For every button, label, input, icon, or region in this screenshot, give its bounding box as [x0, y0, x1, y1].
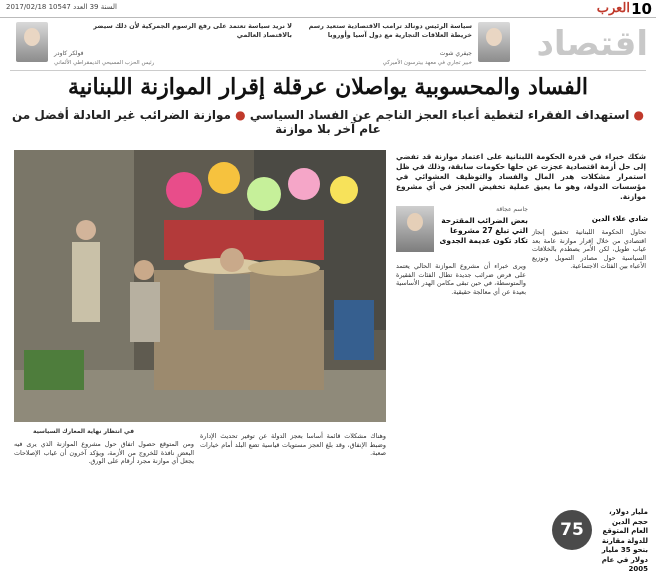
masthead-bar [0, 0, 656, 18]
pull-quote-box [396, 206, 528, 258]
pull-quote-byline: جاسم عجاقة [496, 206, 528, 213]
article-column-bottom-left: ومن المتوقع حصول اتفاق حول مشروع الموازنة الذي يرى فيه البعض نافذة للخروج من الأزمة، ويؤكد آخرون أن غياب الإصلاحات يجعل أي موازنة مجرد أرقام على الورق. [14, 440, 194, 466]
article-column-middle: ويرى خبراء أن مشروع الموازنة الحالي يعتمد على فرض ضرائب جديدة تطال الفئات الفقيرة والمتوسطة، في حين تبقى مكامن الهدر الأساسية بعيدة عن أي معالجة حقيقية. [396, 262, 526, 296]
teaser-quote-text: لا نريد سياسة تعتمد على رفع الرسوم الجمركية لأن ذلك سيضر بالاقتصاد العالمي [93, 22, 292, 39]
portrait-photo [16, 22, 48, 62]
section-title: اقتصاد [536, 24, 648, 64]
article-column-right: تحاول الحكومة اللبنانية تحقيق إنجاز اقتصادي من خلال إقرار موازنة عامة بعد غياب طويل، لكن الأمر يصطدم بالخلافات السياسية حول مصادر التمويل وتوزيع الأعباء بين الفئات الاجتماعية. [532, 228, 646, 271]
article-photo [14, 150, 386, 422]
issue-info: السنة 39 العدد 10547 2017/02/18 [6, 3, 117, 11]
portrait-photo [396, 206, 434, 252]
teaser-name: جيفري شوت [439, 50, 472, 57]
teaser-quote-2 [12, 20, 292, 70]
portrait-photo [478, 22, 510, 62]
teaser-role: خبير تجاري في معهد بيترسون الأميركي [382, 60, 472, 66]
article-column-bottom-mid: وهناك مشكلات قائمة أساسا بعجز الدولة عن توفير تحديث الإدارة وضبط الإنفاق، وقد بلغ العجز مستويات قياسية تضع البلد أمام خيارات صعبة. [200, 432, 386, 458]
stat-text: مليار دولار، حجم الدين العام المتوقع للدولة مقارنة بنحو 35 مليار دولار في عام 2005 [601, 508, 648, 573]
teaser-role: رئيس الحزب المسيحي الديمقراطي الألماني [54, 60, 155, 66]
brand-logo: العرب [596, 1, 630, 16]
teaser-quote-1 [300, 20, 510, 70]
bullet-icon: ● [235, 108, 246, 122]
intro-text: شكك خبراء في قدرة الحكومة اللبنانية على اعتماد موازنة قد تفضي إلى حل أزمة اقتصادية عجزت عن حلها حكومات سابقة، وذلك في ظل استمرار مشكلات هدر المال والفساد والتوظيف العشوائي في مؤسسات الدولة، وهو ما يعيق عملية تخفيض العجز في أي مشروع موازنة. [396, 152, 646, 201]
teaser-quote-text: سياسة الرئيس دونالد ترامب الاقتصادية ستعيد رسم خريطة العلاقات التجارية مع دول آسيا وأوروبا [308, 22, 472, 39]
headline: الفساد والمحسوبية يواصلان عرقلة إقرار الموازنة اللبنانية [67, 74, 589, 100]
divider [10, 70, 646, 71]
stat-number: 75 [552, 510, 592, 550]
pull-quote-text: بعض الضرائب المقترحة التي تبلغ 27 مشروعا تكاد تكون عديمة الجدوى [439, 216, 528, 245]
street-vendor-photo [14, 150, 386, 422]
teaser-name: فولكر كاودر [54, 50, 84, 57]
stat-callout [552, 508, 648, 573]
subhead-2: موازنة الضرائب غير العادلة أفضل من عام آخر بلا موازنة [11, 108, 381, 136]
photo-caption: في انتظار نهاية المعارك السياسية [32, 428, 134, 435]
subhead-1: استهداف الفقراء لتغطية أعباء العجز الناجم عن الفساد السياسي [249, 108, 630, 122]
subheadline [10, 108, 646, 136]
page-number: 10 [631, 0, 652, 18]
author-name: شادي علاء الدين [591, 215, 648, 223]
bullet-icon: ● [633, 108, 645, 122]
